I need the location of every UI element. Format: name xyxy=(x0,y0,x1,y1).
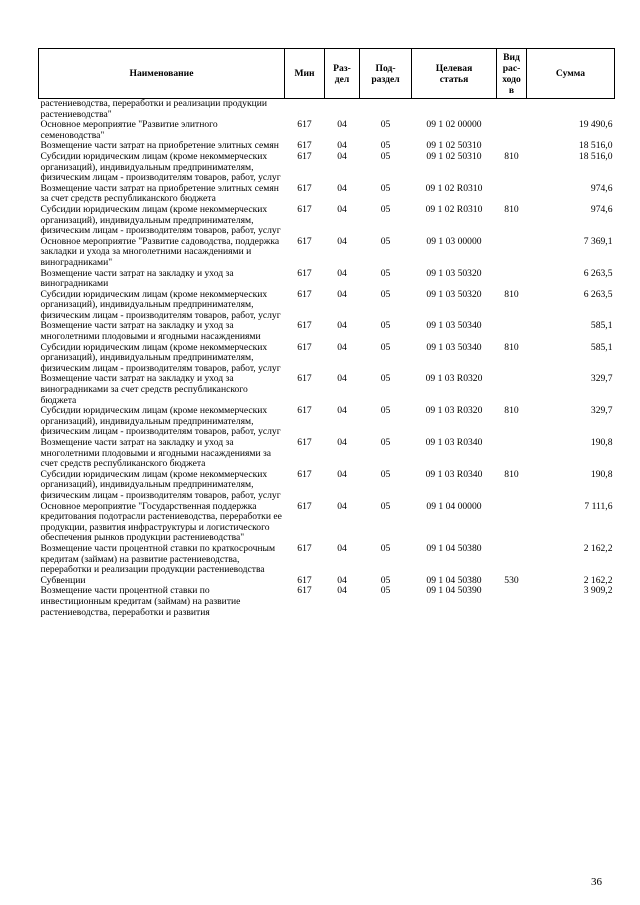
cell-podrazdel: 05 xyxy=(380,320,391,332)
cell-name: Основное мероприятие "Государственная поддержка кредитования подотрасли растениеводства, переработки ее продукции, развития инфраструктуры и логистического обеспечения рынков продукции растениеводства" xyxy=(40,500,282,544)
cell-expense-type xyxy=(497,544,527,576)
cell-sum: 19 490,6 xyxy=(578,119,613,131)
cell-podrazdel: 05 xyxy=(380,119,391,131)
cell-podrazdel: 05 xyxy=(380,150,391,162)
cell-target: 09 1 03 50320 xyxy=(426,288,482,300)
cell-razdel: 04 xyxy=(337,119,347,131)
cell-min: 617 xyxy=(297,140,312,152)
cell-expense-type xyxy=(497,374,527,406)
header-min: Мин xyxy=(285,49,325,99)
cell-expense-type xyxy=(497,438,527,470)
table-row xyxy=(39,438,615,470)
cell-razdel: 04 xyxy=(337,288,347,300)
cell-razdel: 04 xyxy=(337,542,347,554)
cell-sum: 18 516,0 xyxy=(578,150,613,162)
cell-podrazdel xyxy=(360,99,412,121)
cell-sum: 6 263,5 xyxy=(583,288,613,300)
cell-min: 617 xyxy=(297,373,312,385)
cell-expense-type xyxy=(497,237,527,269)
cell-razdel: 04 xyxy=(337,437,347,448)
cell-min: 617 xyxy=(297,267,312,279)
cell-target: 09 1 02 00000 xyxy=(426,119,482,131)
cell-target: 09 1 03 00000 xyxy=(426,235,482,247)
table-row xyxy=(39,321,615,342)
header-expense-type: Вид рас- ходо в xyxy=(497,49,527,99)
cell-razdel: 04 xyxy=(337,405,347,417)
table-row xyxy=(39,152,615,184)
cell-podrazdel: 05 xyxy=(380,542,391,554)
cell-sum: 329,7 xyxy=(590,373,613,385)
cell-expense-type xyxy=(497,502,527,544)
cell-name: Возмещение части затрат на приобретение элитных семян за счет средств республиканского бюджета xyxy=(40,182,279,205)
cell-name: Субвенции xyxy=(40,574,86,586)
cell-name: Основное мероприятие "Развитие садоводства, поддержка закладки и ухода за многолетними насаждениями и виноградниками" xyxy=(40,235,280,268)
cell-target: 09 1 03 50320 xyxy=(426,267,482,279)
cell-name: Возмещение части затрат на закладку и уход за многолетними плодовыми и ягодными насаждениями за счет средств республиканского бюджета xyxy=(40,437,272,470)
table-row xyxy=(39,120,615,141)
budget-table xyxy=(38,48,615,618)
cell-sum xyxy=(527,99,615,121)
cell-name: Субсидии юридическим лицам (кроме некоммерческих организаций), индивидуальным предпринимателям, физическим лицам - производителям товаров, работ, услуг xyxy=(40,288,281,321)
cell-sum: 7 369,1 xyxy=(583,235,613,247)
cell-sum: 329,7 xyxy=(590,405,613,417)
cell-sum: 974,6 xyxy=(590,182,613,194)
page-number: 36 xyxy=(591,876,602,888)
cell-razdel: 04 xyxy=(337,500,347,512)
cell-min: 617 xyxy=(297,437,312,448)
cell-podrazdel: 05 xyxy=(380,288,391,300)
cell-razdel: 04 xyxy=(337,235,347,247)
cell-min: 617 xyxy=(297,288,312,300)
cell-min: 617 xyxy=(297,235,312,247)
table-row xyxy=(39,343,615,375)
cell-razdel: 04 xyxy=(337,320,347,332)
cell-sum: 585,1 xyxy=(590,341,613,353)
cell-name: Возмещение части процентной ставки по инвестиционным кредитам (займам) на развитие растениеводства, переработки и развития xyxy=(40,585,241,618)
table-row xyxy=(39,205,615,237)
cell-sum: 190,8 xyxy=(590,468,613,480)
cell-min: 617 xyxy=(297,341,312,353)
header-sum: Сумма xyxy=(527,49,615,99)
table-row xyxy=(39,269,615,290)
cell-podrazdel: 05 xyxy=(380,140,391,152)
cell-name: Субсидии юридическим лицам (кроме некоммерческих организаций), индивидуальным предпринимателям, физическим лицам - производителям товаров, работ, услуг xyxy=(40,203,281,237)
cell-razdel: 04 xyxy=(337,182,347,194)
cell-podrazdel: 05 xyxy=(380,468,391,480)
cell-expense-type xyxy=(497,269,527,290)
cell-podrazdel: 05 xyxy=(380,585,391,597)
cell-razdel: 04 xyxy=(337,574,347,586)
cell-razdel: 04 xyxy=(337,140,347,152)
cell-target: 09 1 03 R0320 xyxy=(425,405,483,417)
cell-target: 09 1 04 50380 xyxy=(426,542,482,554)
cell-podrazdel: 05 xyxy=(380,500,391,512)
table-row xyxy=(39,470,615,502)
cell-target xyxy=(412,99,497,121)
cell-sum: 190,8 xyxy=(590,437,613,448)
cell-expense-type: 810 xyxy=(504,288,519,300)
cell-name: Возмещение части затрат на приобретение элитных семян xyxy=(40,140,279,152)
cell-target: 09 1 02 50310 xyxy=(426,140,482,152)
cell-min: 617 xyxy=(297,182,312,194)
cell-min: 617 xyxy=(297,203,312,215)
table-row xyxy=(39,406,615,438)
header-razdel: Раз- дел xyxy=(325,49,360,99)
cell-target: 09 1 02 50310 xyxy=(426,150,482,162)
cell-name: Субсидии юридическим лицам (кроме некоммерческих организаций), индивидуальным предпринимателям, физическим лицам - производителям товаров, работ, услуг xyxy=(40,405,281,438)
cell-min xyxy=(285,99,325,121)
table-row xyxy=(39,374,615,406)
cell-expense-type xyxy=(497,99,527,121)
cell-target: 09 1 03 R0340 xyxy=(425,437,483,448)
cell-razdel: 04 xyxy=(337,585,347,597)
cell-expense-type: 810 xyxy=(504,203,519,215)
cell-expense-type: 810 xyxy=(504,150,519,162)
cell-target: 09 1 02 R0310 xyxy=(425,203,483,215)
table-row xyxy=(39,544,615,576)
cell-razdel xyxy=(325,99,360,121)
cell-name: Основное мероприятие "Развитие элитного семеноводства" xyxy=(40,119,218,141)
cell-razdel: 04 xyxy=(337,468,347,480)
cell-min: 617 xyxy=(297,405,312,417)
cell-target: 09 1 03 R0340 xyxy=(425,468,483,480)
cell-podrazdel: 05 xyxy=(380,574,391,586)
table-row xyxy=(39,237,615,269)
cell-podrazdel: 05 xyxy=(380,341,391,353)
cell-min: 617 xyxy=(297,119,312,131)
header-podrazdel: Под- раздел xyxy=(360,49,412,99)
cell-podrazdel: 05 xyxy=(380,437,391,448)
cell-name: Возмещение части затрат на закладку и уход за многолетними плодовыми и ягодными насаждениями xyxy=(40,320,261,343)
cell-min: 617 xyxy=(297,542,312,554)
cell-sum: 2 162,2 xyxy=(583,574,613,586)
cell-min: 617 xyxy=(297,500,312,512)
table-row xyxy=(39,184,615,205)
cell-sum: 2 162,2 xyxy=(583,542,613,554)
cell-razdel: 04 xyxy=(337,150,347,162)
cell-expense-type: 810 xyxy=(504,341,519,353)
table-body xyxy=(39,99,615,619)
cell-expense-type xyxy=(497,120,527,141)
cell-expense-type xyxy=(497,586,527,618)
cell-razdel: 04 xyxy=(337,267,347,279)
cell-sum: 3 909,2 xyxy=(583,585,613,597)
table-header-row xyxy=(39,49,615,99)
cell-podrazdel: 05 xyxy=(380,267,391,279)
cell-name: Субсидии юридическим лицам (кроме некоммерческих организаций), индивидуальным предпринимателям, физическим лицам - производителям товаров, работ, услуг xyxy=(40,468,281,501)
table-row xyxy=(39,99,615,121)
cell-name: Возмещение части процентной ставки по краткосрочным кредитам (займам) на развитие растениеводства, переработки и реализации продукции растениеводства xyxy=(40,542,276,576)
cell-expense-type xyxy=(497,184,527,205)
cell-target: 09 1 02 R0310 xyxy=(425,182,483,194)
cell-target: 09 1 03 R0320 xyxy=(425,373,483,385)
table-row xyxy=(39,290,615,322)
cell-min: 617 xyxy=(297,585,312,597)
cell-podrazdel: 05 xyxy=(380,373,391,385)
cell-name: Субсидии юридическим лицам (кроме некоммерческих организаций), индивидуальным предпринимателям, физическим лицам - производителям товаров, работ, услуг xyxy=(40,150,281,184)
cell-target: 09 1 04 50380 xyxy=(426,574,482,586)
cell-sum: 7 111,6 xyxy=(584,500,613,512)
table-row xyxy=(39,502,615,544)
cell-name: Возмещение части затрат на закладку и уход за виноградниками xyxy=(40,267,234,290)
cell-razdel: 04 xyxy=(337,203,347,215)
cell-target: 09 1 03 50340 xyxy=(426,341,482,353)
header-name: Наименование xyxy=(39,49,285,99)
cell-name: Субсидии юридическим лицам (кроме некоммерческих организаций), индивидуальным предпринимателям, физическим лицам - производителям товаров, работ, услуг xyxy=(40,341,281,374)
cell-podrazdel: 05 xyxy=(380,405,391,417)
cell-expense-type: 530 xyxy=(504,574,519,586)
cell-target: 09 1 03 50340 xyxy=(426,320,482,332)
cell-podrazdel: 05 xyxy=(380,235,391,247)
cell-name: растениеводства, переработки и реализации продукции растениеводства" xyxy=(40,98,268,120)
cell-expense-type xyxy=(497,321,527,342)
cell-expense-type: 810 xyxy=(504,468,519,480)
table-row xyxy=(39,586,615,618)
cell-name: Возмещение части затрат на закладку и уход за виноградниками за счет средств республиканского бюджета xyxy=(40,373,248,406)
cell-podrazdel: 05 xyxy=(380,182,391,194)
cell-min: 617 xyxy=(297,468,312,480)
cell-min: 617 xyxy=(297,150,312,162)
cell-target: 09 1 04 50390 xyxy=(426,585,482,597)
header-target: Целевая статья xyxy=(412,49,497,99)
cell-min: 617 xyxy=(297,320,312,332)
cell-razdel: 04 xyxy=(337,373,347,385)
cell-podrazdel: 05 xyxy=(380,203,391,215)
cell-sum: 974,6 xyxy=(590,203,613,215)
cell-sum: 18 516,0 xyxy=(578,140,613,152)
cell-min: 617 xyxy=(297,574,312,586)
cell-target: 09 1 04 00000 xyxy=(426,500,482,512)
cell-sum: 6 263,5 xyxy=(583,267,613,279)
cell-expense-type: 810 xyxy=(504,405,519,417)
cell-razdel: 04 xyxy=(337,341,347,353)
cell-sum: 585,1 xyxy=(590,320,613,332)
